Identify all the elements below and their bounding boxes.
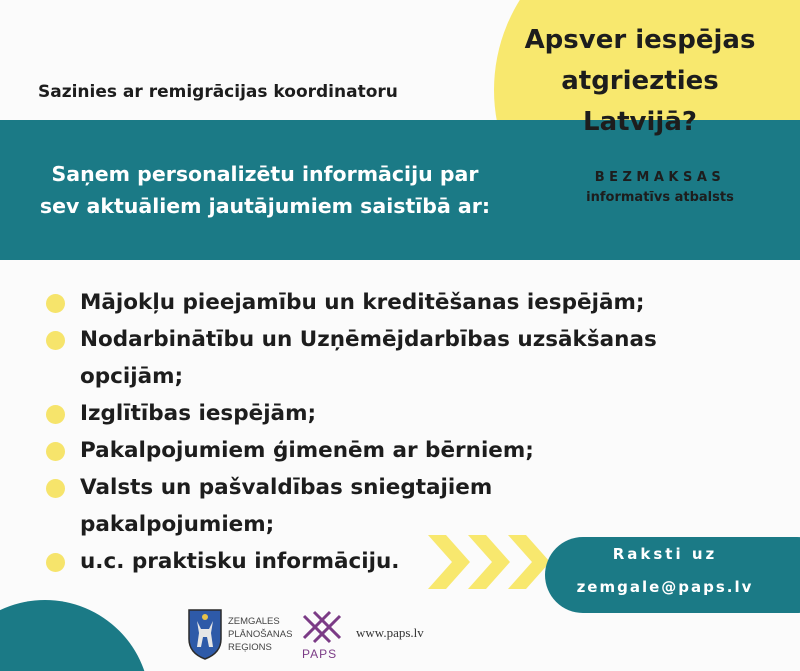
bullet-dot-icon — [46, 479, 65, 498]
support-label: informatīvs atbalsts — [586, 190, 734, 205]
list-item — [46, 469, 726, 543]
list-item-text: Izglītības iespējām; — [80, 401, 317, 426]
zpr-line-3: REĢIONS — [228, 642, 272, 653]
teal-corner-decoration — [0, 600, 150, 671]
contact-coordinator-heading: Sazinies ar remigrācijas koordinatoru — [38, 82, 398, 102]
list-item-text: Mājokļu pieejamību un kreditēšanas iespējām; — [80, 290, 645, 315]
topics-list — [46, 284, 726, 580]
zemgale-region-logo — [186, 607, 293, 661]
bullet-dot-icon — [46, 405, 65, 424]
paps-mark-icon — [300, 608, 344, 648]
band-text — [25, 158, 505, 222]
paps-logo-text: PAPS — [302, 647, 338, 661]
zpr-line-1: ZEMGALES — [228, 616, 280, 627]
list-item-text: Valsts un pašvaldības sniegtajiem — [80, 475, 493, 500]
bullet-dot-icon — [46, 553, 65, 572]
write-to-label: Raksti uz — [612, 545, 718, 563]
bullet-dot-icon — [46, 442, 65, 461]
headline-line-2: atgriezties — [561, 66, 719, 96]
list-item — [46, 432, 726, 469]
list-item-text: u.c. praktisku informāciju. — [80, 549, 400, 574]
bullet-dot-icon — [46, 294, 65, 313]
website-link[interactable]: www.paps.lv — [356, 625, 424, 640]
band-line-1: Saņem personalizētu informāciju par — [51, 162, 479, 186]
zpr-line-2: PLĀNOŠANAS — [228, 629, 293, 640]
list-item — [46, 321, 726, 395]
headline-line-3: Latvijā? — [583, 107, 697, 137]
list-item — [46, 395, 726, 432]
list-item-text-continued: opcijām; — [80, 364, 184, 389]
list-item-text: Pakalpojumiem ģimenēm ar bērniem; — [80, 438, 534, 463]
email-link[interactable]: zemgale@paps.lv — [576, 578, 754, 596]
chevron-arrows-icon — [428, 535, 558, 589]
list-item — [46, 284, 726, 321]
band-line-2: sev aktuāliem jautājumiem saistībā ar: — [39, 194, 491, 218]
zpr-logo-text — [228, 615, 292, 654]
free-label: BEZMAKSAS — [594, 170, 726, 185]
coat-of-arms-icon — [186, 607, 224, 661]
list-item-text: Nodarbinātību un Uzņēmējdarbības uzsākšanas — [80, 327, 657, 352]
headline-line-1: Apsver iespējas — [524, 25, 756, 55]
headline-question — [500, 20, 780, 143]
list-item-text-continued: pakalpojumiem; — [80, 512, 275, 537]
bullet-dot-icon — [46, 331, 65, 350]
paps-logo — [300, 608, 352, 662]
